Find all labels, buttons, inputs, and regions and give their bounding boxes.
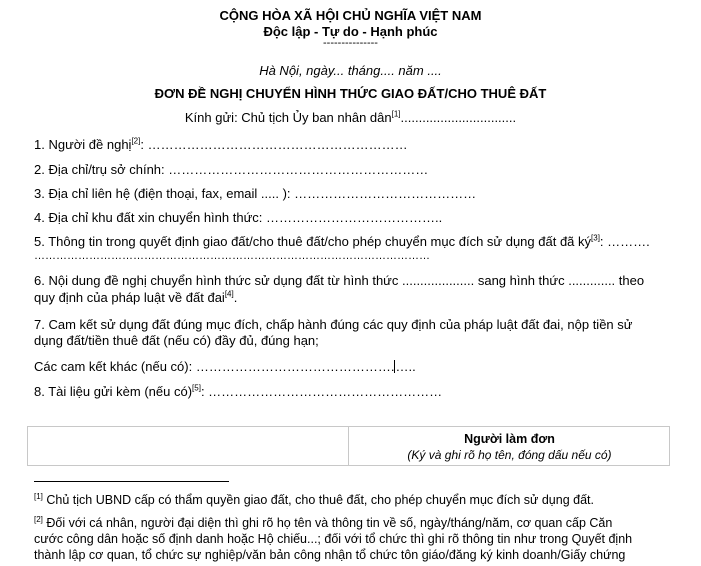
item-6-text: quy định của pháp luật về đất đai: [34, 290, 225, 305]
item-3: 3. Địa chỉ liên hệ (điện thoại, fax, email ..... ): ……………………………………: [34, 186, 477, 201]
document-title: ĐƠN ĐỀ NGHỊ CHUYỂN HÌNH THỨC GIAO ĐẤT/CHO THUÊ ĐẤT: [154, 86, 547, 101]
item-1-dots: : ……………………………………………………: [140, 137, 408, 152]
nation-heading: CỘNG HÒA XÃ HỘI CHỦ NGHĨA VIỆT NAM: [219, 8, 482, 23]
header-separator: ---------------: [323, 37, 378, 49]
item-6-line-1: 6. Nội dung đề nghị chuyển hình thức sử dụng đất từ hình thức .................... sang hình thức ............. theo: [34, 273, 645, 288]
footnote-ref: [1]: [391, 109, 401, 119]
footnote-marker: [1]: [34, 491, 43, 501]
addressee-line: [0, 110, 701, 125]
item-5-continuation: ………………………………………………………………………………………………: [34, 250, 430, 262]
footnote-2-text: Đối với cá nhân, người đại diện thì ghi rõ họ tên và thông tin về số, ngày/tháng/năm, cơ quan cấp Căn: [42, 516, 613, 530]
signature-title: Người làm đơn: [464, 432, 555, 446]
item-7-line-2: dụng đất/tiền thuê đất (nếu có) đầy đủ, đúng hạn;: [34, 333, 319, 348]
item-6-period: .: [233, 290, 238, 305]
item-1-label: 1. Người đề nghị: [34, 137, 132, 152]
signature-note: (Ký và ghi rõ họ tên, đóng dấu nếu có): [407, 448, 612, 462]
date-line: Hà Nội, ngày... tháng.... năm ....: [259, 63, 442, 78]
item-4: 4. Địa chỉ khu đất xin chuyển hình thức: …………………………………..: [34, 210, 443, 225]
other-commitments-dots: …..: [395, 359, 416, 374]
footnote-2-line-1: [34, 516, 612, 530]
item-2: 2. Địa chỉ/trụ sở chính: ……………………………………………………: [34, 162, 429, 177]
footnote-ref: [4]: [224, 289, 234, 299]
item-8-label: 8. Tài liệu gửi kèm (nếu có): [34, 384, 193, 399]
item-6-line-2: [34, 290, 237, 305]
other-commitments-label: Các cam kết khác (nếu có): ……………………………………….: [34, 359, 395, 374]
motto-heading: Độc lập - Tự do - Hạnh phúc: [263, 24, 438, 39]
item-5-label: 5. Thông tin trong quyết định giao đất/cho thuê đất/cho phép chuyển mục đích sử dụng đất đã ký: [34, 234, 592, 249]
footnote-1: [34, 493, 594, 507]
footnote-1-text: Chủ tịch UBND cấp có thẩm quyền giao đất, cho thuê đất, cho phép chuyển mục đích sử dụng đất.: [42, 493, 594, 507]
item-8: [34, 384, 442, 399]
item-8-dots: : ………………………………………………: [200, 384, 443, 399]
item-5-dots: : ……….: [599, 234, 650, 249]
addressee-dots: ................................: [400, 110, 517, 125]
footnote-ref: [5]: [192, 383, 201, 393]
footnote-divider: [34, 481, 229, 482]
item-5: [34, 234, 650, 249]
footnote-ref: [3]: [591, 233, 600, 243]
addressee-text: Kính gửi: Chủ tịch Ủy ban nhân dân: [184, 110, 392, 125]
footnote-ref: [2]: [131, 136, 141, 146]
item-7-line-1: 7. Cam kết sử dụng đất đúng mục đích, chấp hành đúng các quy định của pháp luật đất đai, nộp tiền sử: [34, 317, 633, 332]
item-1: [34, 137, 408, 152]
other-commitments: [34, 359, 416, 374]
footnote-2-line-3: thành lập cơ quan, tổ chức sự nghiệp/văn bản công nhận tổ chức tôn giáo/đăng ký kinh doanh/Giấy chứng: [34, 548, 626, 562]
footnote-2-line-2: cước công dân hoặc số định danh hoặc Hộ chiếu...; đối với tổ chức thì ghi rõ thông tin như trong Quyết định: [34, 532, 633, 546]
footnote-marker: [2]: [34, 514, 43, 524]
